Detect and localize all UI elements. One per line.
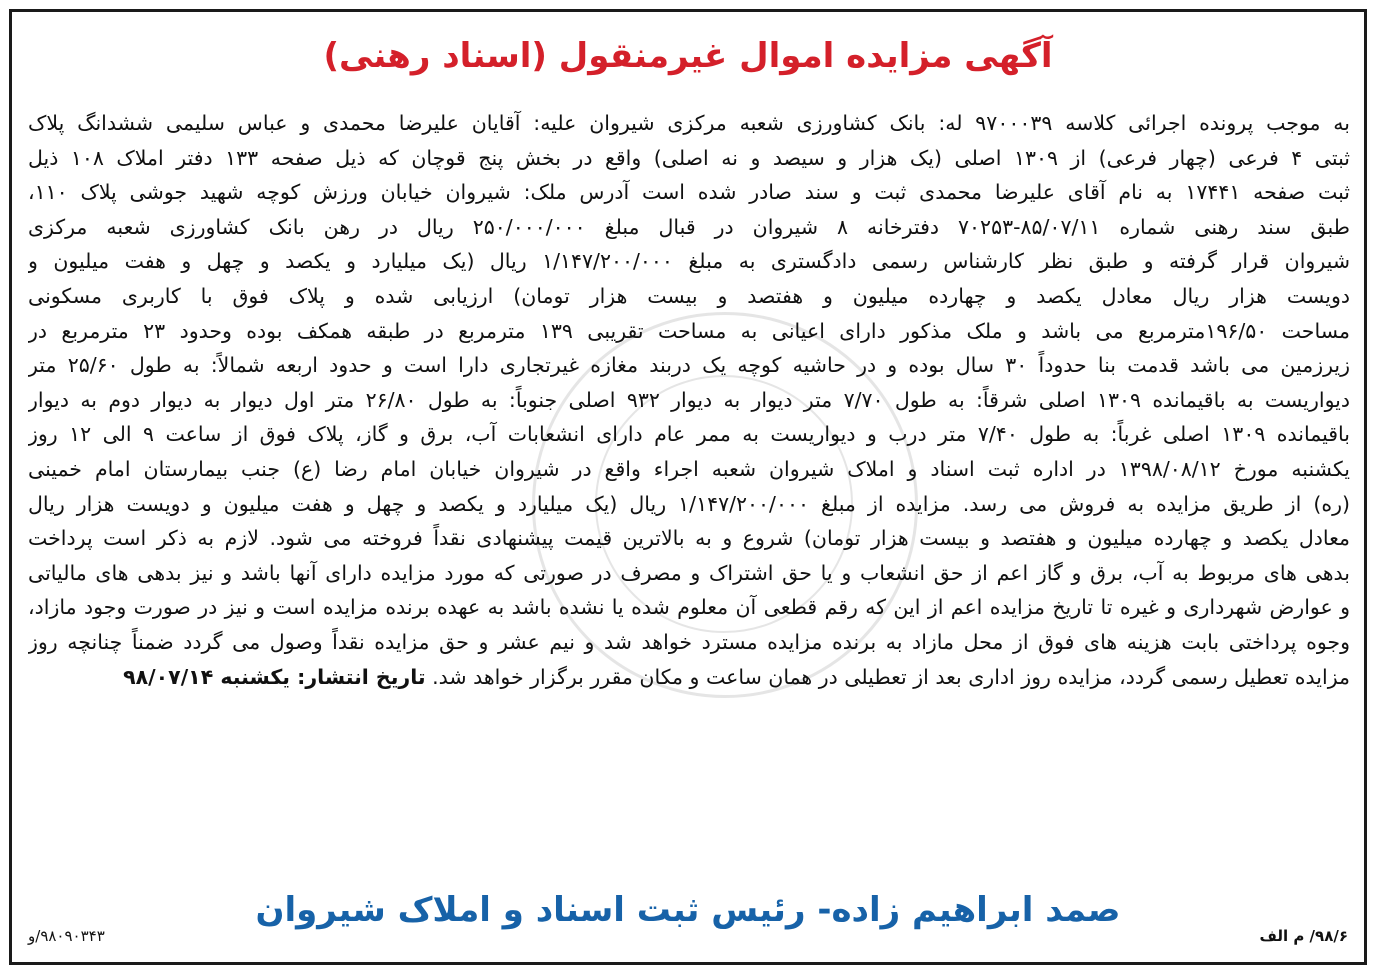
body-line: یکشنبه مورخ ۱۳۹۸/۰۸/۱۲ در اداره ثبت اسناد و املاک شیروان شعبه اجراء واقع در شیروان خیابان امام رضا (ع) جنب بیمارستان امام خمینی xyxy=(28,456,1350,481)
ad-code: ۹۸۰۹۰۳۴۳/و xyxy=(28,927,105,945)
body-line: دویست هزار ریال معادل یکصد و چهارده میلیون و هفتصد و بیست هزار تومان) ارزیابی شده و پلاک فوق با کاربری مسکونی xyxy=(28,283,1350,308)
notice-body xyxy=(28,106,1350,694)
body-line: ثبت صفحه ۱۷۴۴۱ به نام آقای علیرضا محمدی ثبت و سند صادر شده است آدرس ملک: شیروان خیابان ورزش کوچه شهید جوشی پلاک ۱۱۰، xyxy=(28,180,1350,205)
body-line: مساحت ۱۹۶/۵۰مترمربع می باشد و ملک مذکور دارای اعیانی به مساحت تقریبی ۱۳۹ مترمربع در طبقه همکف بوده وحدود ۲۳ مترمربع در xyxy=(28,318,1350,343)
body-line: ثبتی ۴ فرعی (چهار فرعی) از ۱۳۰۹ اصلی (یک هزار و سیصد و نه اصلی) واقع در بخش پنج قوچان که ذیل صفحه ۱۳۳ دفتر املاک ۱۰۸ ذیل xyxy=(28,145,1350,170)
body-line: زیرزمین می باشد قدمت بنا حدوداً ۳۰ سال بوده و در حاشیه کوچه یک دربند مغازه غیرتجاری دارا است و حدود اربعه شمالاً: به طول ۲۵/۶۰ متر xyxy=(28,353,1350,378)
signature: صمد ابراهیم زاده- رئیس ثبت اسناد و املاک شیروان xyxy=(255,890,1121,930)
body-line: به موجب پرونده اجرائی کلاسه ۹۷۰۰۰۳۹ له: بانک کشاورزی شعبه مرکزی شیروان علیه: آقایان علیرضا محمدی و عباس سلیمی ششدانگ پلاک xyxy=(28,111,1350,135)
body-line: و عوارض شهرداری و غیره تا تاریخ مزایده اعم از این که رقم قطعی آن معلوم شده یا نشده باشد به عهده برنده مزایده است و نیز در صورت وجود مازاد، xyxy=(28,595,1350,620)
body-line-last xyxy=(28,660,1350,695)
reference-code: ۹۸/۶/ م الف xyxy=(1259,927,1348,945)
publication-date: تاریخ انتشار: یکشنبه ۹۸/۰۷/۱۴ xyxy=(123,664,426,689)
body-line: طبق سند رهنی شماره ۸۵/۰۷/۱۱-۷۰۲۵۳ دفترخانه ۸ شیروان در قبال مبلغ ۲۵۰/۰۰۰/۰۰۰ ریال در رهن بانک کشاورزی شعبه مرکزی xyxy=(28,214,1350,239)
body-line: وجوه پرداختی بابت هزینه های فوق از محل مازاد به برنده مزایده مسترد خواهد شد و نیم عشر و حق مزایده نقداً وصول می گردد ضمناً چنانچه روز xyxy=(28,629,1350,654)
body-line-text: مزایده تعطیل رسمی گردد، مزایده روز اداری بعد از تعطیلی در همان ساعت و مکان مقرر برگزار خواهد شد. xyxy=(432,664,1350,689)
notice-frame xyxy=(9,9,1367,965)
body-line: بدهی های مربوط به آب، برق و گاز اعم از حق انشعاب و یا حق اشتراک و مصرف در صورتی که مورد مزایده دارای آنها باشد و نیز بدهی های مالیاتی xyxy=(28,560,1350,585)
body-line: باقیمانده ۱۳۰۹ اصلی غرباً: به طول ۷/۴۰ متر درب و دیواریست به ممر عام دارای انشعابات آب، برق و گاز، پلاک فوق از ساعت ۹ الی ۱۲ روز xyxy=(28,422,1350,447)
body-line: (ره) از طریق مزایده به فروش می رسد. مزایده از مبلغ ۱/۱۴۷/۲۰۰/۰۰۰ ریال (یک میلیارد و یکصد و چهل و هفت میلیون و دویست هزار ریال xyxy=(28,491,1350,516)
body-line: دیواریست به باقیمانده ۱۳۰۹ اصلی شرقاً: به طول ۷/۷۰ متر دیوار به دیوار ۹۳۲ اصلی جنوباً: به طول ۲۶/۸۰ متر اول دیوار به دیوار دوم به دیوار xyxy=(28,387,1350,412)
notice-title: آگهی مزایده اموال غیرمنقول (اسناد رهنی) xyxy=(323,36,1053,76)
body-line: معادل یکصد و چهارده میلیون و هفتصد و بیست هزار تومان) شروع و به بالاترین قیمت پیشنهادی نقداً فروخته می شود. لازم به ذکر است پرداخت xyxy=(28,526,1350,551)
body-line: شیروان قرار گرفته و طبق نظر کارشناس رسمی دادگستری به مبلغ ۱/۱۴۷/۲۰۰/۰۰۰ ریال (یک میلیارد و یکصد و چهل و هفت میلیون و xyxy=(28,249,1350,274)
